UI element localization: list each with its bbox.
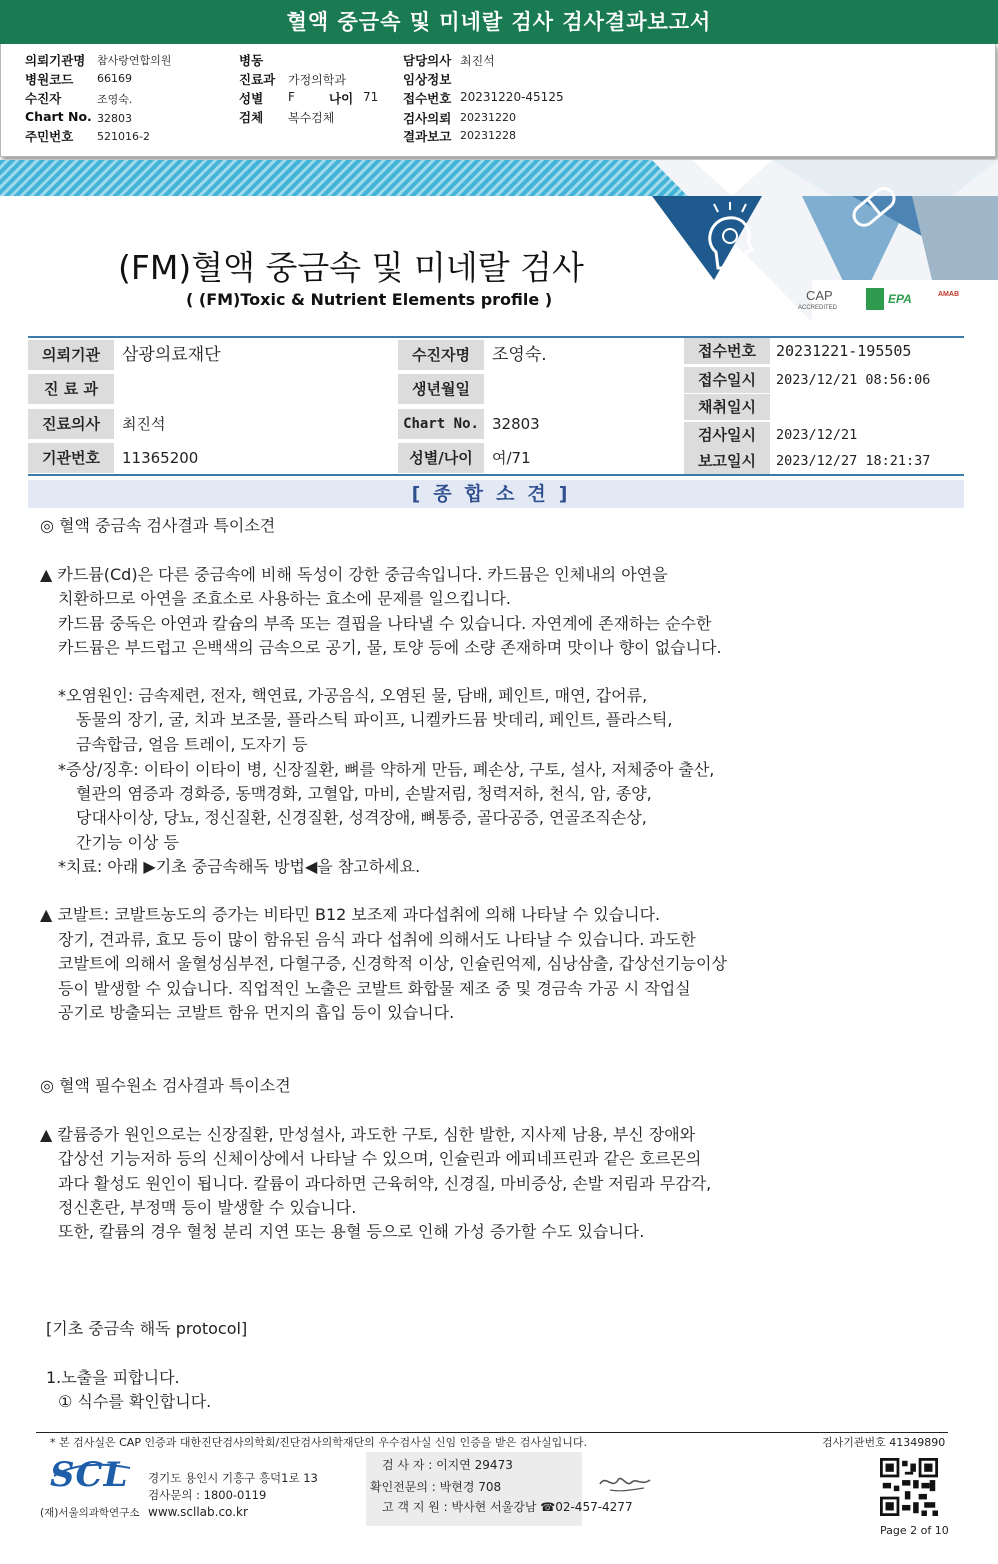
- finding-line: 카드뮴 중독은 아연과 칼슘의 부족 또는 결핍을 나타낼 수 있습니다. 자연계에 존재하는 순수한: [58, 614, 712, 633]
- value-chart-number: 32803: [484, 409, 678, 439]
- label-collection-time: 채취일시: [684, 394, 770, 420]
- cap-badge: CAP: [806, 288, 833, 303]
- value-requesting-org: 참사랑연합의원: [97, 54, 172, 67]
- protocol-heading: [기초 중금속 해독 protocol]: [46, 1319, 248, 1338]
- value-patient-name: 조영숙.: [484, 340, 678, 370]
- lab-website[interactable]: www.scllab.co.kr: [148, 1505, 248, 1519]
- value-resident-no: 521016-2: [97, 130, 150, 143]
- signature: [596, 1470, 656, 1496]
- finding-line: *오염원인: 금속제련, 전자, 핵연료, 가공음식, 오염된 물, 담배, 페인트, 매연, 갑어류,: [58, 686, 648, 705]
- finding-line: 치환하므로 아연을 조효소로 사용하는 효소에 문제를 일으킵니다.: [58, 589, 511, 608]
- label-sex-age: 성별/나이: [398, 443, 484, 473]
- finding-line: 등이 발생할 수 있습니다. 직업적인 노출은 코발트 화합물 제조 중 및 경금속 가공 시 작업실: [58, 979, 691, 998]
- report-title-bar: 혈액 중금속 및 미네랄 검사 검사결과보고서: [0, 0, 998, 44]
- finding-line: 정신혼란, 부정맥 등이 발생할 수 있습니다.: [58, 1198, 357, 1217]
- label-birth-date: 생년월일: [398, 374, 484, 404]
- scl-logo-swoosh: [52, 1462, 132, 1478]
- scl-logo: SCL: [50, 1455, 129, 1495]
- protocol-step: 1.노출을 피합니다.: [46, 1368, 180, 1387]
- banner-graphic: [652, 160, 998, 322]
- document-subtitle: ( (FM)Toxic & Nutrient Elements profile ): [186, 290, 553, 309]
- value-collection-time: [770, 394, 964, 420]
- value-test-time: 2023/12/21: [770, 422, 964, 448]
- support-info: 고 객 지 원 : 박사현 서울강남 ☎02-457-4277: [382, 1500, 633, 1514]
- value-patient: 조영숙.: [97, 93, 133, 106]
- label-chart-no: Chart No.: [25, 109, 92, 124]
- value-age: 71: [363, 90, 379, 104]
- value-institution-no: 11365200: [114, 443, 398, 473]
- label-accession-no: 접수번호: [684, 338, 770, 364]
- section-essential-elements: ◎ 혈액 필수원소 검사결과 특이소견: [40, 1076, 291, 1095]
- finding-line: 갑상선 기능저하 등의 신체이상에서 나타날 수 있으며, 인슐린과 에피네프린과 같은 호르몬의: [58, 1149, 702, 1168]
- finding-line: ▲ 코발트: 코발트농도의 증가는 비타민 B12 보조제 과다섭취에 의해 나타날 수 있습니다.: [40, 905, 661, 924]
- amab-badge: AMAB: [938, 291, 959, 298]
- value-specimen: 복수검체: [288, 111, 335, 125]
- value-institution: 삼광의료재단: [114, 340, 398, 370]
- label-age: 나이: [329, 91, 354, 106]
- label-receipt-no: 접수번호: [403, 91, 452, 106]
- protocol-substep: ① 식수를 확인합니다.: [58, 1392, 212, 1411]
- finding-line: *증상/징후: 이타이 이타이 병, 신장질환, 뼈를 약하게 만듬, 폐손상, 구토, 설사, 저체중아 출산,: [58, 760, 715, 779]
- accreditation-note: * 본 검사실은 CAP 인증과 대한진단검사의학회/진단검사의학재단의 우수검사실 신임 인증을 받은 검사실입니다.: [50, 1436, 588, 1449]
- label-ward: 병동: [239, 53, 264, 68]
- label-resident-no: 주민번호: [25, 129, 74, 144]
- finding-line: 당대사이상, 당뇨, 정신질환, 신경질환, 성격장애, 뼈통증, 골다공증, 연골조직손상,: [76, 808, 647, 827]
- value-chart-no: 32803: [97, 112, 132, 125]
- value-clinic-dept: [114, 374, 398, 404]
- finding-line: 과다 활성도 원인이 됩니다. 칼륨이 과다하면 근육허약, 신경질, 마비증상, 손발 저림과 무감각,: [58, 1174, 712, 1193]
- value-report-time: 2023/12/27 18:21:37: [770, 448, 964, 474]
- finding-line: 금속합금, 얼음 트레이, 도자기 등: [76, 735, 308, 754]
- label-patient: 수진자: [25, 91, 62, 106]
- label-test-request: 검사의뢰: [403, 111, 452, 126]
- finding-line: 카드뮴은 부드럽고 은백색의 금속으로 공기, 물, 토양 등에 소량 존재하며 맛이나 향이 없습니다.: [58, 638, 722, 657]
- value-sex-age: 여/71: [484, 443, 678, 473]
- expert-info: 확인전문의 : 박현경 708: [370, 1480, 502, 1494]
- tester-info: 검 사 자 : 이지연 29473: [382, 1458, 513, 1472]
- label-report-time: 보고일시: [684, 448, 770, 474]
- value-department: 가정의학과: [288, 73, 346, 87]
- scl-org-name: (재)서울의과학연구소: [40, 1507, 140, 1519]
- summary-header: [종합소견]: [28, 480, 964, 508]
- finding-line: 공기로 방출되는 코발트 함유 먼지의 흡입 등이 있습니다.: [58, 1003, 455, 1022]
- value-hospital-code: 66169: [97, 72, 132, 85]
- finding-line: *치료: 아래 ▶기초 중금속해독 방법◀을 참고하세요.: [58, 857, 421, 876]
- finding-line: ▲ 카드뮴(Cd)은 다른 중금속에 비해 독성이 강한 중금속입니다. 카드뮴은 인체내의 아연을: [40, 565, 668, 584]
- value-birth-date: [484, 374, 678, 404]
- label-result-report: 결과보고: [403, 129, 452, 144]
- lab-number: 검사기관번호 41349890: [822, 1436, 946, 1449]
- finding-line: 장기, 견과류, 효모 등이 많이 함유된 음식 과다 섭취에 의해서도 나타날 수 있습니다. 과도한: [58, 930, 696, 949]
- label-hospital-code: 병원코드: [25, 72, 74, 87]
- finding-line: 동물의 장기, 굴, 치과 보조물, 플라스틱 파이프, 니켈카드뮴 밧데리, 페인트, 플라스틱,: [76, 710, 673, 729]
- value-physician: 최진석: [114, 409, 398, 439]
- section-heavy-metals: ◎ 혈액 중금속 검사결과 특이소견: [40, 516, 276, 535]
- finding-line: 또한, 칼륨의 경우 혈청 분리 지연 또는 용혈 등으로 인해 가성 증가할 수도 있습니다.: [58, 1222, 645, 1241]
- finding-line: ▲ 칼륨증가 원인으로는 신장질환, 만성설사, 과도한 구토, 심한 발한, 지사제 남용, 부신 장애와: [40, 1125, 696, 1144]
- value-sex: F: [288, 90, 295, 104]
- cap-badge-sub: ACCREDITED: [798, 305, 838, 311]
- lm-badge: [866, 288, 884, 310]
- label-test-time: 검사일시: [684, 422, 770, 448]
- label-physician: 진료의사: [28, 409, 114, 439]
- qr-code: [880, 1458, 938, 1516]
- label-sex: 성별: [239, 91, 264, 106]
- label-patient-name: 수진자명: [398, 340, 484, 370]
- request-info-panel: [0, 44, 996, 157]
- lab-phone: 검사문의 : 1800-0119: [148, 1488, 267, 1502]
- label-institution: 의뢰기관: [28, 340, 114, 370]
- finding-line: 코발트에 의해서 울혈성심부전, 다혈구증, 신경학적 이상, 인슐린억제, 심낭삼출, 갑상선기능이상: [58, 954, 727, 973]
- label-specimen: 검체: [239, 110, 264, 125]
- page-number: Page 2 of 10: [880, 1524, 949, 1537]
- value-test-request: 20231220: [460, 111, 516, 124]
- table-bottom-rule: [28, 474, 964, 476]
- label-clinic-dept: 진 료 과: [28, 374, 114, 404]
- label-institution-no: 기관번호: [28, 443, 114, 473]
- epa-badge: EPA: [888, 292, 912, 306]
- finding-line: 간기능 이상 등: [76, 833, 179, 852]
- value-receipt-no: 20231220-45125: [460, 90, 564, 104]
- label-accession-time: 접수일시: [684, 367, 770, 393]
- label-doctor: 담당의사: [403, 53, 452, 68]
- label-chart-number: Chart No.: [398, 409, 484, 439]
- label-clinical-info: 임상정보: [403, 72, 452, 87]
- value-accession-no: 20231221-195505: [770, 338, 964, 364]
- finding-line: 혈관의 염증과 경화증, 동맥경화, 고혈압, 마비, 손발저림, 청력저하, 천식, 암, 종양,: [76, 784, 652, 803]
- footer-rule: [36, 1432, 948, 1433]
- label-requesting-org: 의뢰기관명: [25, 53, 86, 68]
- label-department: 진료과: [239, 72, 276, 87]
- lab-address: 경기도 용인시 기흥구 흥덕1로 13: [148, 1471, 318, 1485]
- value-result-report: 20231228: [460, 129, 516, 142]
- document-title: (FM)혈액 중금속 및 미네랄 검사: [118, 248, 584, 287]
- value-accession-time: 2023/12/21 08:56:06: [770, 367, 964, 393]
- value-doctor: 최진석: [460, 54, 495, 68]
